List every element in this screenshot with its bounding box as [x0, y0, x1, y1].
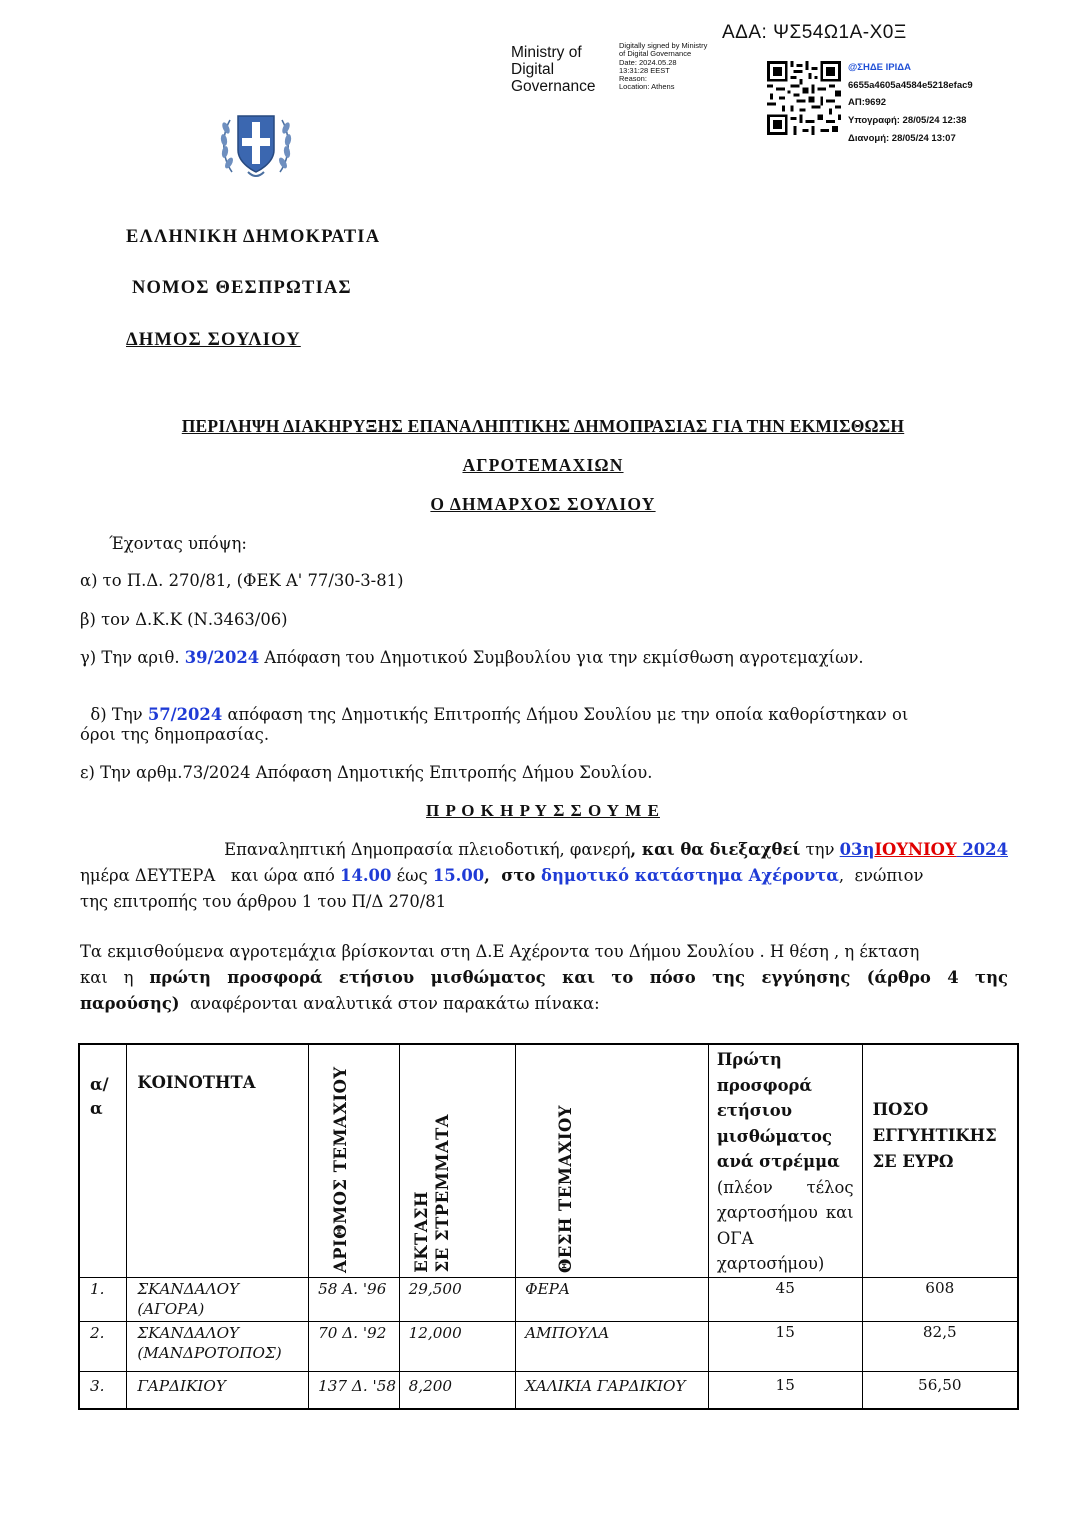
header-area-line1: ΕΚΤΑΣΗ: [411, 1190, 431, 1273]
header-guarantee: ΠΟΣΟ ΕΓΓΥΗΤΙΚΗΣ ΣΕ ΕΥΡΩ: [862, 1044, 1018, 1277]
considering-d-continuation: όροι της δημοπρασίας.: [80, 725, 270, 744]
row-offer: 45: [708, 1277, 862, 1321]
row-community: ΣΚΑΝΔΑΛΟΥ (ΑΓΟΡΑ): [127, 1277, 309, 1321]
iris-label: @ΣΗΔΕ ΙΡΙΔΑ: [848, 62, 911, 73]
qr-code-icon: [767, 60, 841, 136]
auction-before: , ενώπιον: [838, 866, 924, 885]
header-area-line2: ΣΕ ΣΤΡΕΜΜΑΤΑ: [432, 1114, 452, 1273]
decision-number-57: 57/2024: [147, 705, 223, 724]
plots-intro-prefix: και η: [80, 968, 150, 987]
auction-line-1: [80, 840, 1008, 859]
org-republic: ΕΛΛΗΝΙΚΗ ΔΗΜΟΚΡΑΤΙΑ: [126, 227, 381, 247]
header-plot-number: ΑΡΙΘΜΟΣ ΤΕΜΑΧΙΟΥ: [331, 1065, 351, 1273]
row-community: ΣΚΑΝΔΑΛΟΥ (ΜΑΝΔΡΟΤΟΠΟΣ): [127, 1321, 309, 1371]
signature-line: Date: 2024.05.28: [619, 57, 677, 67]
header-area-cell: [399, 1044, 515, 1277]
plots-intro-line-2: [80, 968, 1008, 987]
org-municipality: ΔΗΜΟΣ ΣΟΥΛΙΟΥ: [126, 330, 301, 350]
ministry-line: Ministry of: [511, 44, 582, 61]
auction-line-2: [80, 866, 1008, 885]
considering-c-text: Απόφαση του Δημοτικού Συμβουλίου για την εκμίσθωση αγροτεμαχίων.: [259, 648, 864, 667]
ada-code: ΑΔΑ: ΨΣ54Ω1Α-Χ0Ξ: [722, 22, 907, 43]
header-aa: α/ α: [79, 1044, 127, 1277]
iris-stamp-info: [848, 59, 973, 148]
ministry-line: Digital: [511, 61, 555, 78]
document-title-line2: ΑΓΡΟΤΕΜΑΧΙΩΝ: [462, 455, 624, 475]
row-plot: 137 Δ. '58: [309, 1371, 400, 1409]
row-plot: 70 Δ. '92: [309, 1321, 400, 1371]
considering-d-text: απόφαση της Δημοτικής Επιτροπής Δήμου Σουλίου με την οποία καθορίστηκαν οι: [222, 705, 909, 724]
signature-line: Digitally signed by Ministry: [619, 41, 708, 50]
iris-signature-date: Υπογραφή: 28/05/24 12:38: [848, 115, 967, 127]
decision-number-39: 39/2024: [184, 648, 260, 667]
considering-e: ε) Την αρθμ.73/2024 Απόφαση Δημοτικής Επιτροπής Δήμου Σουλίου.: [80, 763, 653, 782]
considering-a: α) το Π.Δ. 270/81, (ΦΕΚ Α' 77/30-3-81): [80, 571, 404, 590]
header-offer-cell: [708, 1044, 862, 1277]
digital-signature-info: [619, 42, 731, 92]
row-guarantee: 56,50: [862, 1371, 1018, 1409]
row-number: 1.: [79, 1277, 127, 1321]
row-position: ΑΜΠΟΥΛΑ: [516, 1321, 709, 1371]
row-area: 8,200: [399, 1371, 515, 1409]
greek-emblem-icon: [218, 106, 294, 184]
row-community: ΓΑΡΔΙΚΙΟΥ: [127, 1371, 309, 1409]
auction-on: την: [800, 840, 840, 859]
considering-intro: Έχοντας υπόψη:: [109, 534, 247, 553]
table-header-row: [79, 1044, 1018, 1277]
plots-intro-suffix: αναφέρονται αναλυτικά στον παρακάτω πίνακα:: [179, 994, 600, 1013]
considering-c: [80, 648, 864, 667]
auction-type: Επαναληπτική Δημοπρασία πλειοδοτική, φανερή: [224, 840, 631, 859]
auction-day-text: ημέρα ΔΕΥΤΕΡΑ και ώρα από: [80, 866, 341, 885]
row-number: 3.: [79, 1371, 127, 1409]
plots-intro-bold: πρώτη προσφορά ετήσιου μισθώματος και το πόσο της εγγύησης (άρθρο 4 της: [149, 968, 1008, 987]
row-area: 12,000: [399, 1321, 515, 1371]
auction-comma: ,: [484, 866, 502, 885]
auction-date-day: 03η: [839, 840, 875, 859]
header-offer-note: (πλέον τέλος χαρτοσήμου και ΟΓΑ χαρτοσήμου): [716, 1177, 854, 1273]
table-row: [79, 1371, 1018, 1409]
plots-table: [78, 1043, 1019, 1410]
auction-line-3: της επιτροπής του άρθρου 1 του Π/Δ 270/81: [80, 892, 447, 911]
iris-hash: 6655a4605a4584e5218efac9: [848, 79, 973, 91]
auction-place: δημοτικό κατάστημα Αχέροντα: [535, 866, 839, 885]
header-offer: Πρώτη προσφορά ετήσιου μισθώματος ανά στρέμμα: [716, 1050, 840, 1171]
table-row: [79, 1277, 1018, 1321]
signature-line: 13:31:28 EEST: [619, 65, 670, 75]
plots-intro-line-3: [80, 994, 600, 1013]
auction-will-be-held: , και θα διεξαχθεί: [630, 840, 801, 859]
plots-intro-line-1: Τα εκμισθούμενα αγροτεμάχια βρίσκονται στη Δ.Ε Αχέροντα του Δήμου Σουλίου . Η θέση , η έκταση: [80, 942, 920, 961]
row-offer: 15: [708, 1321, 862, 1371]
signature-line: of Digital Governance: [619, 49, 692, 59]
ministry-line: Governance: [511, 78, 596, 95]
signature-line: Location: Athens: [619, 82, 675, 92]
row-area: 29,500: [399, 1277, 515, 1321]
signature-line: Reason:: [619, 74, 647, 84]
auction-date-month: ΙΟΥΝΙΟΥ: [874, 840, 957, 859]
considering-d: [80, 686, 1008, 724]
header-plot-number-cell: [309, 1044, 400, 1277]
row-number: 2.: [79, 1321, 127, 1371]
row-position: ΦΕΡΑ: [516, 1277, 709, 1321]
header-position: ΘΕΣΗ ΤΕΜΑΧΙΟΥ: [556, 1104, 576, 1273]
proclaim-heading: Π Ρ Ο Κ Η Ρ Υ Σ Σ Ο Υ Μ Ε: [426, 801, 660, 820]
considering-c-prefix: γ) Την αριθ.: [80, 648, 185, 667]
row-plot: 58 Α. '96: [309, 1277, 400, 1321]
auction-time-to: 15.00: [432, 866, 485, 885]
table-row: [79, 1321, 1018, 1371]
auction-at: στο: [501, 866, 536, 885]
ministry-label: [511, 44, 595, 95]
row-offer: 15: [708, 1371, 862, 1409]
row-guarantee: 608: [862, 1277, 1018, 1321]
plots-intro-bold-end: παρούσης): [80, 994, 180, 1013]
iris-distribution-date: Διανομή: 28/05/24 13:07: [848, 132, 956, 144]
iris-protocol-number: ΑΠ:9692: [848, 97, 887, 109]
row-guarantee: 82,5: [862, 1321, 1018, 1371]
considering-b: β) τον Δ.Κ.Κ (Ν.3463/06): [80, 610, 288, 629]
document-title: ΠΕΡΙΛΗΨΗ ΔΙΑΚΗΡΥΞΗΣ ΕΠΑΝΑΛΗΠΤΙΚΗΣ ΔΗΜΟΠΡΑΣΙΑΣ ΓΙΑ ΤΗΝ ΕΚΜΙΣΘΩΣΗ: [181, 416, 905, 436]
header-position-cell: [516, 1044, 709, 1277]
auction-time-from: 14.00: [340, 866, 392, 885]
mayor-heading: Ο ΔΗΜΑΡΧΟΣ ΣΟΥΛΙΟΥ: [430, 494, 656, 514]
auction-until: έως: [391, 866, 433, 885]
header-community: ΚΟΙΝΟΤΗΤΑ: [127, 1044, 309, 1277]
auction-date-year: 2024: [956, 840, 1008, 859]
org-prefecture: ΝΟΜΟΣ ΘΕΣΠΡΩΤΙΑΣ: [132, 278, 352, 298]
row-position: ΧΑΛΙΚΙΑ ΓΑΡΔΙΚΙΟΥ: [516, 1371, 709, 1409]
considering-d-prefix: δ) Την: [90, 705, 148, 724]
